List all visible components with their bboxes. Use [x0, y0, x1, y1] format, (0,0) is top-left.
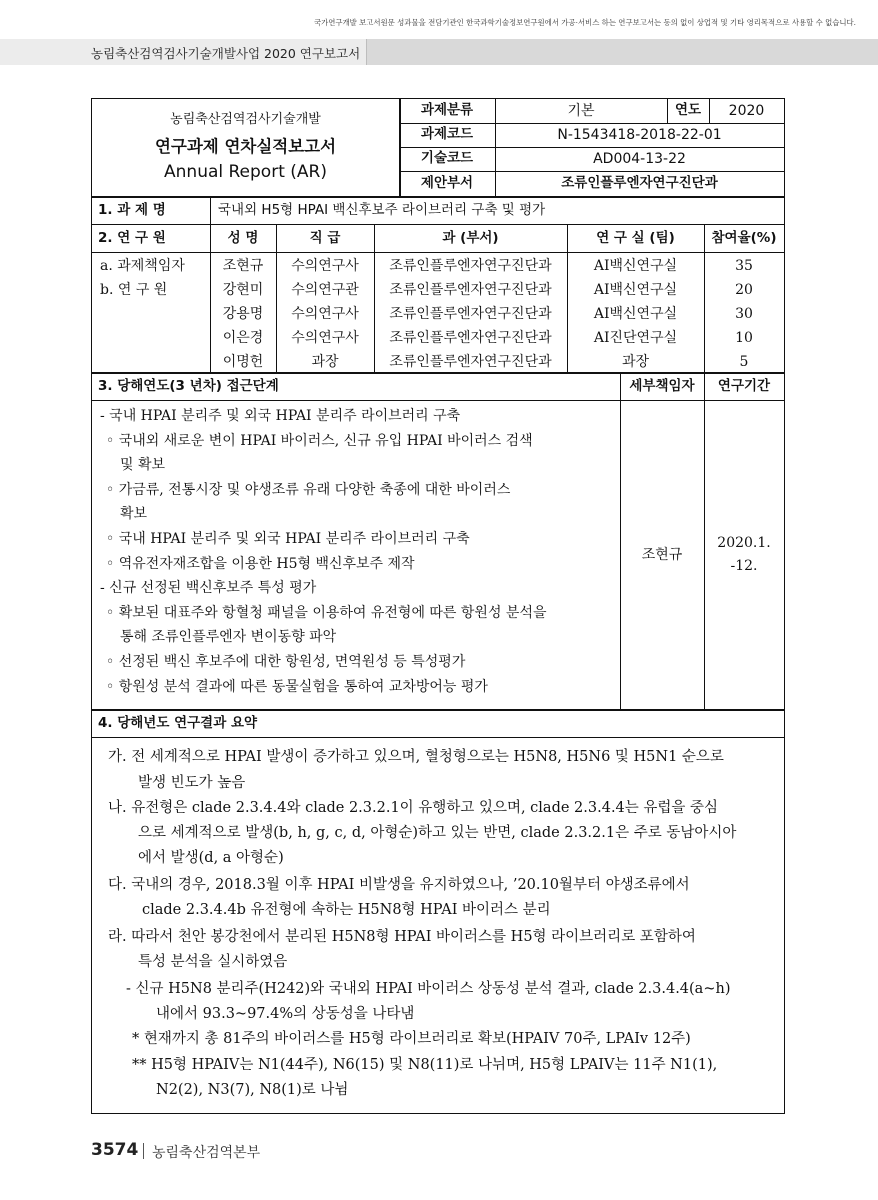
researcher-lab-cell: AI백신연구실 — [593, 306, 678, 322]
copyright-notice: 국가연구개발 보고서원문 성과물을 전담기관인 한국과학기술정보연구원에서 가공·서비스 하는 연구보고서는 동의 없이 상업적 및 기타 영리목적으로 사용할 수 없습니다. — [313, 18, 856, 27]
researcher-dept-cell: 조류인플루엔자연구진단과 — [389, 306, 552, 322]
researcher-name-cell: 강용명 — [222, 306, 264, 322]
category-label: 과제분류 — [420, 102, 474, 118]
researcher-rate-cell: 30 — [735, 306, 753, 322]
annual-report-form — [91, 98, 785, 1114]
dept-label: 제안부서 — [420, 175, 474, 191]
project-code-label: 과제코드 — [420, 126, 474, 142]
researcher-lab-cell: AI백신연구실 — [593, 282, 678, 298]
researcher-lab-cell: AI진단연구실 — [593, 330, 678, 346]
summary-line: ** H5형 HPAIV는 N1(44주), N6(15) 및 N8(11)로 나뉘며, H5형 LPAIV는 11주 N1(1), — [132, 1057, 718, 1073]
researcher-name-cell: 강현미 — [222, 282, 264, 298]
summary-line: - 신규 H5N8 분리주(H242)와 국내외 HPAI 바이러스 상동성 분석 결과, clade 2.3.4.4(a~h) — [126, 981, 731, 997]
project-code-value: N-1543418-2018-22-01 — [557, 127, 722, 143]
approach-line: 통해 조류인플루엔자 변이동향 파악 — [120, 629, 337, 646]
dept-value: 조류인플루엔자연구진단과 — [561, 175, 718, 191]
approach-line: ◦ 가금류, 전통시장 및 야생조류 유래 다양한 축종에 대한 바이러스 — [106, 481, 511, 498]
approach-line: ◦ 확보된 대표주와 항혈청 패널을 이용하여 유전형에 따른 항원성 분석을 — [106, 604, 547, 621]
researcher-label: b. 연 구 원 — [100, 282, 168, 298]
approach-line: ◦ 국내 HPAI 분리주 및 외국 HPAI 분리주 라이브러리 구축 — [106, 531, 470, 547]
approach-line: - 신규 선정된 백신후보주 특성 평가 — [100, 580, 317, 597]
summary-line: 가. 전 세계적으로 HPAI 발생이 증가하고 있으며, 혈청형으로는 H5N8, H5N6 및 H5N1 순으로 — [108, 749, 724, 765]
period-end: -12. — [730, 558, 758, 574]
summary-line: clade 2.3.4.4b 유전형에 속하는 H5N8형 HPAI 바이러스 분리 — [142, 902, 551, 918]
year-value: 2020 — [728, 103, 765, 119]
form-org-title: 농림축산검역검사기술개발 — [170, 112, 321, 127]
project-title: 국내외 H5형 HPAI 백신후보주 라이브러리 구축 및 평가 — [218, 202, 546, 218]
approach-line: 확보 — [120, 506, 148, 523]
col-rank: 직 급 — [309, 230, 341, 246]
running-header-bar — [0, 39, 878, 65]
summary-line: 특성 분석을 실시하였음 — [138, 954, 288, 970]
researcher-rate-cell: 5 — [739, 354, 749, 370]
approach-line: - 국내 HPAI 분리주 및 외국 HPAI 분리주 라이브러리 구축 — [100, 408, 461, 424]
approach-line: 및 확보 — [120, 457, 166, 474]
researcher-name-cell: 이명헌 — [222, 354, 264, 370]
researcher-rate-cell: 20 — [735, 282, 753, 298]
researcher-name-cell: 이은경 — [222, 330, 264, 346]
summary-line: 라. 따라서 천안 봉강천에서 분리된 H5N8형 HPAI 바이러스를 H5형 라이브러리로 포함하여 — [108, 929, 696, 945]
researcher-rank-cell: 수의연구사 — [291, 306, 359, 322]
researcher-rank-cell: 수의연구사 — [291, 330, 359, 346]
summary-line: N2(2), N3(7), N8(1)로 나뉨 — [156, 1082, 349, 1098]
form-report-subtitle: Annual Report (AR) — [164, 162, 327, 182]
researcher-name-cell: 조현규 — [222, 258, 264, 274]
researcher-rate-cell: 35 — [735, 258, 753, 274]
section1-label: 1. 과 제 명 — [98, 202, 166, 218]
summary-line: 발생 빈도가 높음 — [138, 775, 246, 791]
col-manager: 세부책임자 — [629, 378, 695, 394]
manager-name: 조현규 — [641, 547, 683, 563]
summary-line: * 현재까지 총 81주의 바이러스를 H5형 라이브러리로 확보(HPAIV 70주, LPAIv 12주) — [132, 1031, 691, 1047]
summary-line: 나. 유전형은 clade 2.3.4.4와 clade 2.3.2.1이 유행하고 있으며, clade 2.3.4.4는 유럽을 중심 — [108, 800, 719, 816]
summary-line: 내에서 93.3~97.4%의 상동성을 나타냄 — [156, 1006, 415, 1022]
researcher-lab-cell: 과장 — [621, 354, 650, 370]
col-period: 연구기간 — [717, 378, 771, 394]
approach-line: ◦ 국내외 새로운 변이 HPAI 바이러스, 신규 유입 HPAI 바이러스 검색 — [106, 432, 533, 449]
period-start: 2020.1. — [717, 535, 771, 551]
researcher-rank-cell: 과장 — [311, 354, 339, 370]
section4-label: 4. 당해년도 연구결과 요약 — [98, 715, 258, 731]
running-header-title: 농림축산검역검사기술개발사업 2020 연구보고서 — [91, 46, 361, 61]
section3-label: 3. 당해연도(3 년차) 접근단계 — [98, 378, 279, 394]
approach-line: ◦ 역유전자재조합을 이용한 H5형 백신후보주 제작 — [106, 555, 415, 572]
col-lab: 연 구 실 (팀) — [596, 230, 675, 246]
researcher-rate-cell: 10 — [735, 330, 753, 346]
researcher-lab-cell: AI백신연구실 — [593, 258, 678, 274]
summary-line: 에서 발생(d, a 아형순) — [138, 850, 284, 866]
approach-line: ◦ 선정된 백신 후보주에 대한 항원성, 면역원성 등 특성평가 — [106, 654, 466, 670]
year-label: 연도 — [674, 102, 702, 118]
category-value: 기본 — [567, 103, 595, 119]
footer-organization: 농림축산검역본부 — [152, 1145, 261, 1161]
col-name: 성 명 — [227, 230, 259, 246]
form-report-title: 연구과제 연차실적보고서 — [154, 137, 337, 156]
summary-line: 으로 세계적으로 발생(b, h, g, c, d, 아형순)하고 있는 반면, clade 2.3.2.1은 주로 동남아시아 — [138, 825, 737, 841]
section2-label: 2. 연 구 원 — [98, 230, 166, 246]
col-rate: 참여율(%) — [711, 230, 777, 246]
researcher-dept-cell: 조류인플루엔자연구진단과 — [389, 282, 552, 298]
lead-researcher-label: a. 과제책임자 — [100, 258, 185, 274]
page-number: 3574 — [91, 1140, 139, 1160]
researcher-dept-cell: 조류인플루엔자연구진단과 — [389, 330, 552, 346]
tech-code-value: AD004-13-22 — [593, 151, 686, 167]
researcher-rank-cell: 수의연구사 — [291, 258, 359, 274]
researcher-dept-cell: 조류인플루엔자연구진단과 — [389, 354, 552, 370]
tech-code-label: 기술코드 — [420, 150, 474, 166]
approach-line: ◦ 항원성 분석 결과에 따른 동물실험을 통하여 교차방어능 평가 — [106, 678, 488, 695]
researcher-rank-cell: 수의연구관 — [291, 282, 359, 298]
col-dept: 과 (부서) — [442, 230, 499, 246]
summary-line: 다. 국내의 경우, 2018.3월 이후 HPAI 비발생을 유지하였으나, ’20.10월부터 야생조류에서 — [108, 877, 690, 893]
footer-divider — [143, 1143, 144, 1159]
researcher-dept-cell: 조류인플루엔자연구진단과 — [389, 258, 552, 274]
